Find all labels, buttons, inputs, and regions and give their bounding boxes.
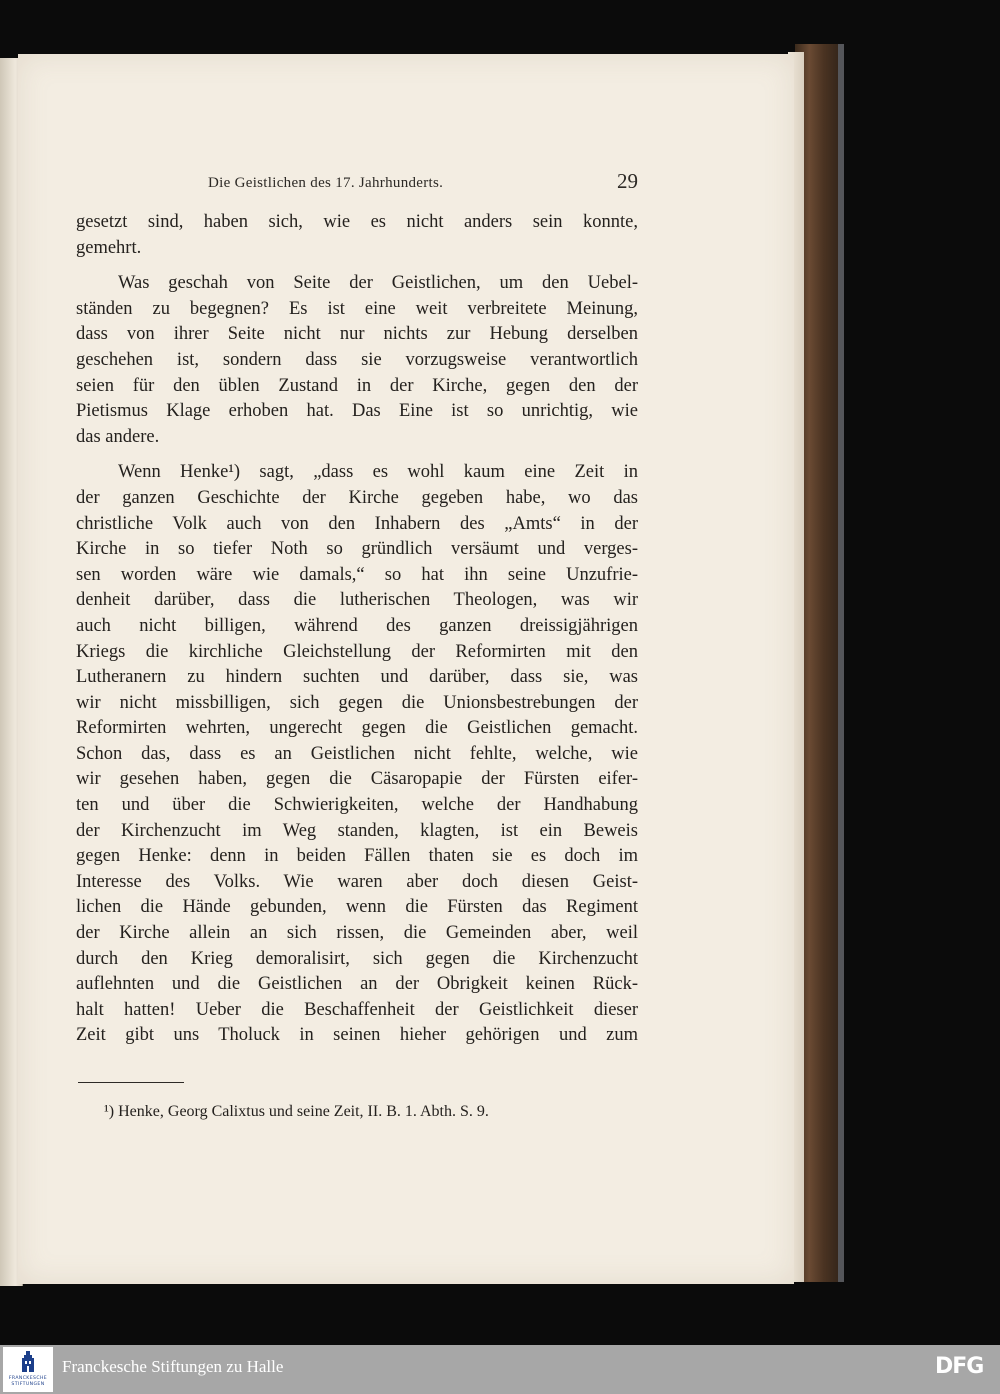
text-line: Kirche in so tiefer Noth so gründlich versäumt und verges- [76, 539, 638, 560]
footnote: ¹) Henke, Georg Calixtus und seine Zeit, II. B. 1. Abth. S. 9. [104, 1103, 489, 1120]
text-line: sen worden wäre wie damals,“ so hat ihn seine Unzufrie- [76, 564, 638, 585]
text-line: gesetzt sind, haben sich, wie es nicht anders sein konnte, [76, 212, 638, 232]
text-line: der Kirchenzucht im Weg standen, klagten, ist ein Beweis [76, 820, 638, 841]
text-line: gemehrt. [76, 237, 142, 258]
text-line: Lutheranern zu hindern suchten und darüber, dass sie, was [76, 667, 638, 688]
text-line: dass von ihrer Seite nicht nur nichts zur Hebung derselben [76, 324, 638, 345]
text-line: Interesse des Volks. Wie waren aber doch diesen Geist- [76, 871, 638, 892]
text-line: seien für den üblen Zustand in der Kirche, gegen den der [76, 375, 638, 396]
footer-title: Franckesche Stiftungen zu Halle [62, 1357, 284, 1376]
dfg-logo: DFG [935, 1354, 984, 1379]
text-line: auflehnten und die Geistlichen an der Obrigkeit keinen Rück- [76, 974, 638, 995]
text-line: der Kirche allein an sich rissen, die Gemeinden aber, weil [76, 923, 638, 944]
page-number: 29 [617, 169, 638, 193]
body-text [76, 210, 638, 1049]
text-line: auch nicht billigen, während des ganzen dreissigjährigen [76, 615, 638, 636]
text-line: lichen die Hände gebunden, wenn die Fürsten das Regiment [76, 897, 638, 918]
text-line: wir nicht missbilligen, sich gegen die Unionsbestrebungen der [76, 692, 638, 713]
text-line: gegen Henke: denn in beiden Fällen thaten sie es doch im [76, 846, 638, 867]
page-header [208, 169, 638, 201]
text-line: Zeit gibt uns Tholuck in seinen hieher gehörigen und zum [76, 1025, 638, 1046]
text-line: denheit darüber, dass die lutherischen Theologen, was wir [76, 590, 638, 611]
text-line: christliche Volk auch von den Inhabern des „Amts“ in der [76, 513, 638, 534]
footnote-divider [78, 1082, 184, 1083]
text-line: Kriegs die kirchliche Gleichstellung der Reformirten mit den [76, 641, 638, 662]
francke-logo [3, 1347, 53, 1392]
text-line: Pietismus Klage erhoben hat. Das Eine ist so unrichtig, wie [76, 401, 638, 422]
text-line: halt hatten! Ueber die Beschaffenheit der Geistlichkeit dieser [76, 999, 638, 1020]
book-cover-edge [838, 44, 844, 1282]
text-line: das andere. [76, 426, 160, 447]
text-line: Wenn Henke¹) sagt, „dass es wohl kaum eine Zeit in [118, 462, 638, 483]
text-line: ständen zu begegnen? Es ist eine weit verbreitete Meinung, [76, 298, 638, 319]
running-title: Die Geistlichen des 17. Jahrhunderts. [208, 175, 444, 191]
text-line: wir gesehen haben, gegen die Cäsaropapie der Fürsten eifer- [76, 769, 638, 790]
paragraph-3 [76, 460, 638, 1049]
text-line: durch den Krieg demoralisirt, sich gegen die Kirchenzucht [76, 948, 638, 969]
text-line: ten und über die Schwierigkeiten, welche der Handhabung [76, 795, 638, 816]
text-line: Was geschah von Seite der Geistlichen, um den Uebel- [118, 273, 638, 294]
building-icon [21, 1351, 35, 1373]
paragraph-2 [76, 271, 638, 450]
paragraph-1 [76, 210, 638, 261]
logo-text-line: FRANCKESCHE [8, 1376, 48, 1381]
text-line: geschehen ist, sondern dass sie vorzugsweise verantwortlich [76, 349, 638, 370]
text-line: Schon das, dass es an Geistlichen nicht fehlte, welche, wie [76, 743, 638, 764]
logo-text-line: STIFTUNGEN [11, 1381, 45, 1387]
text-line: Reformirten wehrten, ungerecht gegen die Geistlichen gemacht. [76, 718, 638, 739]
text-line: der ganzen Geschichte der Kirche gegeben habe, wo das [76, 487, 638, 508]
